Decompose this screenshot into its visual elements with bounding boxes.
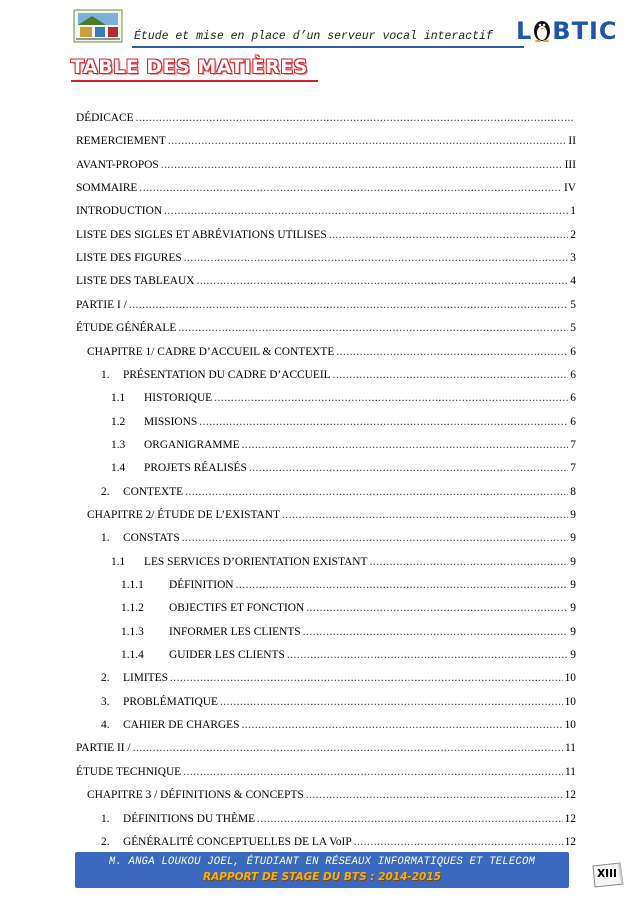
- toc-dot-leader: [139, 181, 562, 195]
- toc-entry-number: 1.1.1: [121, 579, 144, 591]
- toc-entry-number: 2.: [101, 835, 110, 848]
- toc-entry-label: ÉTUDE GÉNÉRALE: [76, 322, 177, 335]
- toc-entry[interactable]: [121, 599, 576, 615]
- toc-entry-label: HISTORIQUE: [144, 392, 213, 405]
- toc-entry-label: CONTEXTE: [123, 485, 184, 498]
- toc-entry-page: 6: [570, 368, 576, 381]
- toc-dot-leader: [170, 671, 563, 685]
- toc-entry-label: PARTIE I /: [76, 298, 127, 311]
- toc-entry-label: GUIDER LES CLIENTS: [169, 649, 285, 662]
- toc-dot-leader: [306, 601, 568, 615]
- toc-dot-leader: [303, 625, 569, 639]
- penguin-icon: [532, 16, 552, 42]
- toc-dot-leader: [306, 788, 563, 802]
- toc-entry-label: CHAPITRE 2/ ÉTUDE DE L’EXISTANT: [87, 508, 280, 521]
- toc-entry-label: LIMITES: [123, 672, 168, 685]
- toc-entry-number: 2.: [101, 485, 110, 498]
- toc-entry-page: 1: [570, 205, 576, 218]
- toc-entry-page: 5: [570, 298, 576, 311]
- toc-entry[interactable]: [87, 786, 576, 802]
- footer-author: M. ANGA LOUKOU JOEL, ÉTUDIANT EN RÉSEAUX INFORMATIQUES ET TELECOM: [108, 856, 536, 868]
- toc-heading-underline: [71, 80, 318, 82]
- toc-dot-leader: [241, 718, 562, 732]
- toc-entry-label: PARTIE II /: [76, 742, 131, 755]
- toc-entry-label: SOMMAIRE: [76, 182, 138, 195]
- toc-dot-leader: [168, 134, 567, 148]
- toc-dot-leader: [333, 368, 569, 382]
- toc-entry-page: 6: [570, 415, 576, 428]
- toc-entry-page: 9: [570, 508, 576, 521]
- page-footer: [75, 852, 569, 888]
- toc-entry-number: 4.: [101, 719, 110, 732]
- toc-entry-label: PROBLÉMATIQUE: [123, 695, 218, 708]
- toc-dot-leader: [282, 508, 568, 522]
- toc-entry-page: 12: [564, 835, 576, 848]
- toc-entry-page: 10: [564, 695, 576, 708]
- toc-entry-page: 10: [564, 672, 576, 685]
- toc-entry-label: CAHIER DE CHARGES: [123, 719, 240, 732]
- toc-dot-leader: [129, 298, 569, 312]
- toc-entry-page: III: [564, 158, 576, 171]
- toc-entry[interactable]: [76, 319, 576, 335]
- toc-entry-label: PRÉSENTATION DU CADRE D’ACCUEIL: [123, 368, 331, 381]
- toc-entry-label: INTRODUCTION: [76, 205, 163, 218]
- toc-dot-leader: [329, 228, 569, 242]
- toc-entry-page: 9: [570, 625, 576, 638]
- toc-dot-leader: [220, 695, 563, 709]
- toc-entry-label: MISSIONS: [144, 415, 198, 428]
- toc-entry[interactable]: [111, 389, 576, 405]
- toc-entry-page: 5: [570, 322, 576, 335]
- toc-dot-leader: [161, 158, 563, 172]
- toc-dot-leader: [164, 204, 568, 218]
- toc-entry[interactable]: [101, 366, 576, 382]
- toc-entry-number: 1.: [101, 812, 110, 825]
- toc-entry-label: LISTE DES SIGLES ET ABRÉVIATIONS UTILISES: [76, 228, 327, 241]
- toc-dot-leader: [196, 274, 568, 288]
- toc-entry[interactable]: [101, 693, 576, 709]
- toc-entry[interactable]: [111, 413, 576, 429]
- toc-entry[interactable]: [76, 202, 576, 218]
- toc-entry-label: INFORMER LES CLIENTS: [169, 625, 301, 638]
- toc-entry-number: 1.1.4: [121, 649, 144, 662]
- toc-entry[interactable]: [76, 249, 576, 265]
- toc-dot-leader: [236, 578, 569, 592]
- toc-entry[interactable]: [76, 156, 576, 172]
- toc-dot-leader: [336, 345, 568, 359]
- toc-entry-number: 1.: [101, 532, 110, 545]
- toc-entry-label: ORGANIGRAMME: [144, 438, 240, 451]
- toc-entry-page: 2: [570, 228, 576, 241]
- toc-entry-page: 9: [570, 579, 576, 591]
- toc-entry-page: II: [568, 135, 576, 148]
- toc-dot-leader: [214, 391, 568, 405]
- toc-entry-page: 11: [565, 742, 576, 755]
- toc-entry[interactable]: [121, 646, 576, 662]
- toc-dot-leader: [354, 835, 563, 849]
- toc-entry-page: 6: [570, 345, 576, 358]
- toc-entry[interactable]: [121, 576, 576, 592]
- page-header: [72, 8, 618, 46]
- toc-entry[interactable]: [76, 179, 576, 195]
- toc-dot-leader: [183, 765, 563, 779]
- logo-letters-btic: BTIC: [552, 17, 618, 45]
- logo-letter-l: L: [516, 17, 533, 45]
- toc-entry-label: DÉDICACE: [76, 112, 134, 124]
- toc-entry-label: OBJECTIFS ET FONCTION: [169, 602, 305, 615]
- toc-entry-page: 3: [570, 252, 576, 265]
- toc-entry-label: DÉFINITIONS DU THÈME: [123, 812, 256, 825]
- toc-entry-label: REMERCIEMENT: [76, 135, 166, 148]
- toc-entry[interactable]: [87, 506, 576, 522]
- header-divider: [132, 46, 524, 48]
- toc-entry-page: 6: [570, 392, 576, 405]
- page-number-badge: [590, 862, 624, 888]
- toc-entry[interactable]: [76, 132, 576, 148]
- page-number: XIII: [597, 868, 617, 880]
- toc-entry-page: 7: [570, 462, 576, 475]
- toc-entry-label: CHAPITRE 1/ CADRE D’ACCUEIL & CONTEXTE: [87, 345, 335, 358]
- toc-entry-number: 1.1.2: [121, 602, 144, 615]
- toc-entry[interactable]: [101, 669, 576, 685]
- toc-dot-leader: [182, 531, 569, 545]
- toc-entry[interactable]: [101, 529, 576, 545]
- toc-entry-page: 9: [570, 649, 576, 662]
- toc-entry-label: DÉFINITION: [169, 579, 234, 591]
- toc-entry-label: GÉNÉRALITÉ CONCEPTUELLES DE LA VoIP: [123, 835, 352, 848]
- toc-dot-leader: [257, 812, 563, 826]
- toc-entry[interactable]: [87, 343, 576, 359]
- document-title: Étude et mise en place d’un serveur vocal interactif: [134, 30, 493, 43]
- toc-dot-leader: [136, 111, 574, 125]
- toc-entry-page: 9: [570, 555, 576, 568]
- toc-entry[interactable]: [101, 483, 576, 499]
- toc-entry-page: 7: [570, 438, 576, 451]
- toc-entry-number: 1.2: [111, 415, 126, 428]
- toc-entry-label: ÉTUDE TECHNIQUE: [76, 765, 182, 778]
- toc-entry-page: 9: [570, 602, 576, 615]
- toc-entry-number: 1.1.3: [121, 625, 144, 638]
- toc-entry-label: LISTE DES FIGURES: [76, 252, 182, 265]
- toc-dot-leader: [185, 485, 568, 499]
- toc-entry-page: 12: [564, 812, 576, 825]
- toc-dot-leader: [178, 321, 568, 335]
- toc-entry-number: 1.3: [111, 438, 126, 451]
- toc-entry[interactable]: [76, 763, 576, 779]
- toc-entry-label: CONSTATS: [123, 532, 180, 545]
- toc-dot-leader: [184, 251, 569, 265]
- toc-entry[interactable]: [76, 109, 576, 125]
- toc-dot-leader: [242, 438, 569, 452]
- toc-entry-page: 10: [564, 719, 576, 732]
- toc-entry[interactable]: [101, 810, 576, 826]
- toc-entry-page: 4: [570, 275, 576, 288]
- toc-entry[interactable]: [121, 623, 576, 639]
- toc-dot-leader: [369, 555, 568, 569]
- footer-report: RAPPORT DE STAGE DU BTS : 2014-2015: [203, 871, 441, 883]
- toc-entry[interactable]: [111, 553, 576, 569]
- toc-heading: TABLE DES MATIÈRES: [71, 56, 308, 78]
- toc-entry-page: 8: [570, 485, 576, 498]
- labtic-logo: [516, 12, 618, 50]
- toc-entry-number: 2.: [101, 672, 110, 685]
- toc-entry-page: 11: [565, 765, 576, 778]
- toc-entry-label: AVANT-PROPOS: [76, 158, 159, 171]
- toc-entry-page: 12: [564, 789, 576, 802]
- toc-entry-label: PROJETS RÉALISÉS: [144, 462, 247, 475]
- toc-entry-number: 1.: [101, 368, 110, 381]
- toc-entry[interactable]: [101, 833, 576, 849]
- toc-entry[interactable]: [76, 739, 576, 755]
- toc-entry[interactable]: [111, 436, 576, 452]
- toc-entry-label: LES SERVICES D’ORIENTATION EXISTANT: [144, 555, 368, 568]
- toc-entry-label: CHAPITRE 3 / DÉFINITIONS & CONCEPTS: [87, 789, 304, 802]
- toc-dot-leader: [287, 648, 568, 662]
- toc-dot-leader: [249, 461, 568, 475]
- toc-entry[interactable]: [101, 716, 576, 732]
- toc-entry-number: 1.4: [111, 462, 126, 475]
- toc-entry-number: 1.1: [111, 555, 126, 568]
- toc-entry[interactable]: [76, 226, 576, 242]
- toc-entry-page: 9: [570, 532, 576, 545]
- toc-dot-leader: [199, 415, 568, 429]
- toc-entry[interactable]: [76, 296, 576, 312]
- toc-entry-number: 3.: [101, 695, 110, 708]
- institution-logo-icon: [72, 8, 124, 44]
- toc-entry-number: 1.1: [111, 392, 126, 405]
- toc-entry-page: IV: [563, 182, 576, 195]
- toc-entry-label: LISTE DES TABLEAUX: [76, 275, 195, 288]
- toc-entry[interactable]: [76, 272, 576, 288]
- toc-entry[interactable]: [111, 459, 576, 475]
- toc-dot-leader: [133, 741, 563, 755]
